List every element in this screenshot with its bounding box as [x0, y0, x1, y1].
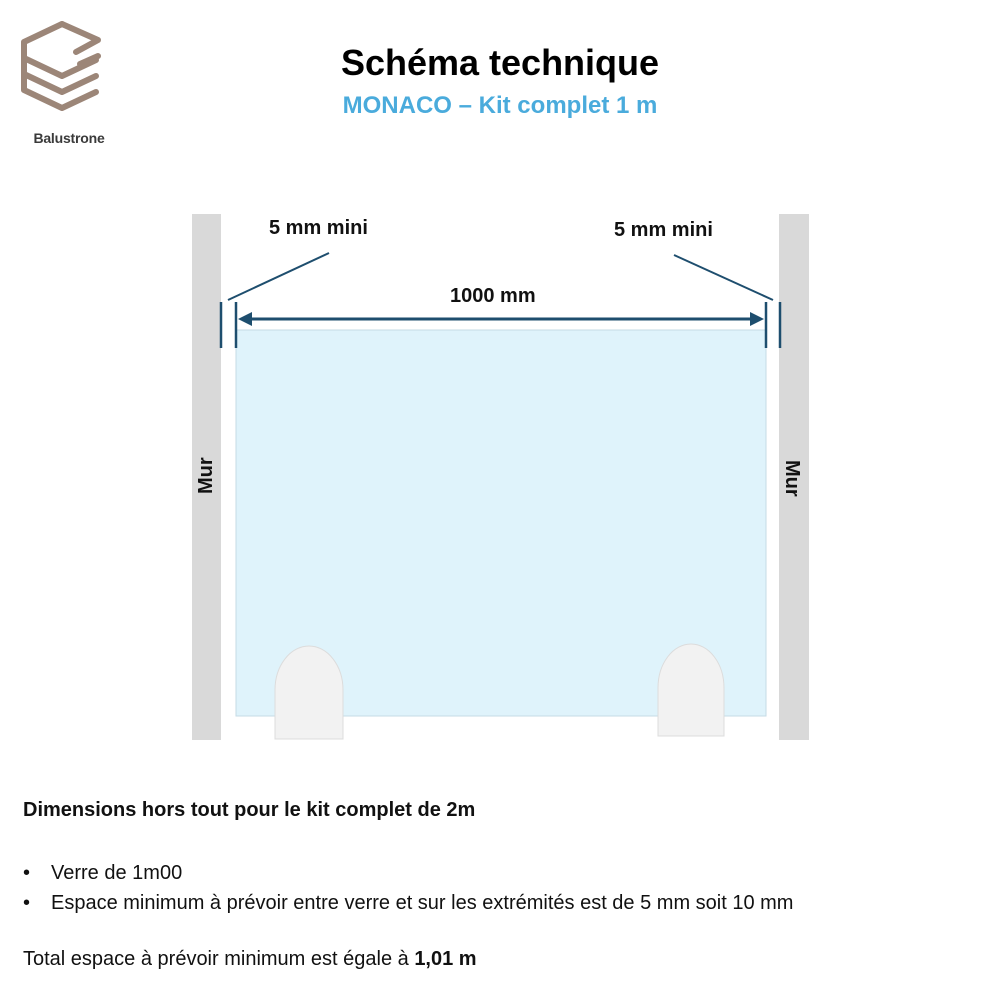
arrow-right-icon: [750, 312, 764, 326]
list-item: • Espace minimum à prévoir entre verre et sur les extrémités est de 5 mm soit 10 mm: [23, 888, 793, 918]
page-subtitle: MONACO – Kit complet 1 m: [342, 92, 658, 119]
gap-label-right: 5 mm mini: [614, 219, 713, 241]
wall-label-right: Mur: [781, 460, 803, 497]
width-label: 1000 mm: [450, 285, 536, 307]
leader-line-left: [228, 253, 329, 300]
leader-line-right: [674, 255, 773, 300]
list-item: • Verre de 1m00: [23, 858, 793, 888]
total-line: [23, 948, 477, 971]
total-value: 1,01 m: [414, 948, 477, 970]
page-title: Schéma technique: [340, 42, 660, 83]
arrow-left-icon: [238, 312, 252, 326]
brand-name: Balustrone: [33, 130, 105, 146]
section-heading: Dimensions hors tout pour le kit complet de 2m: [23, 799, 476, 821]
total-text: Total espace à prévoir minimum est égale à: [23, 948, 415, 970]
gap-label-left: 5 mm mini: [269, 217, 368, 239]
details-list: [23, 858, 793, 918]
wall-label-left: Mur: [195, 457, 217, 494]
clamp-right: [658, 644, 724, 736]
clamp-left: [275, 646, 343, 739]
